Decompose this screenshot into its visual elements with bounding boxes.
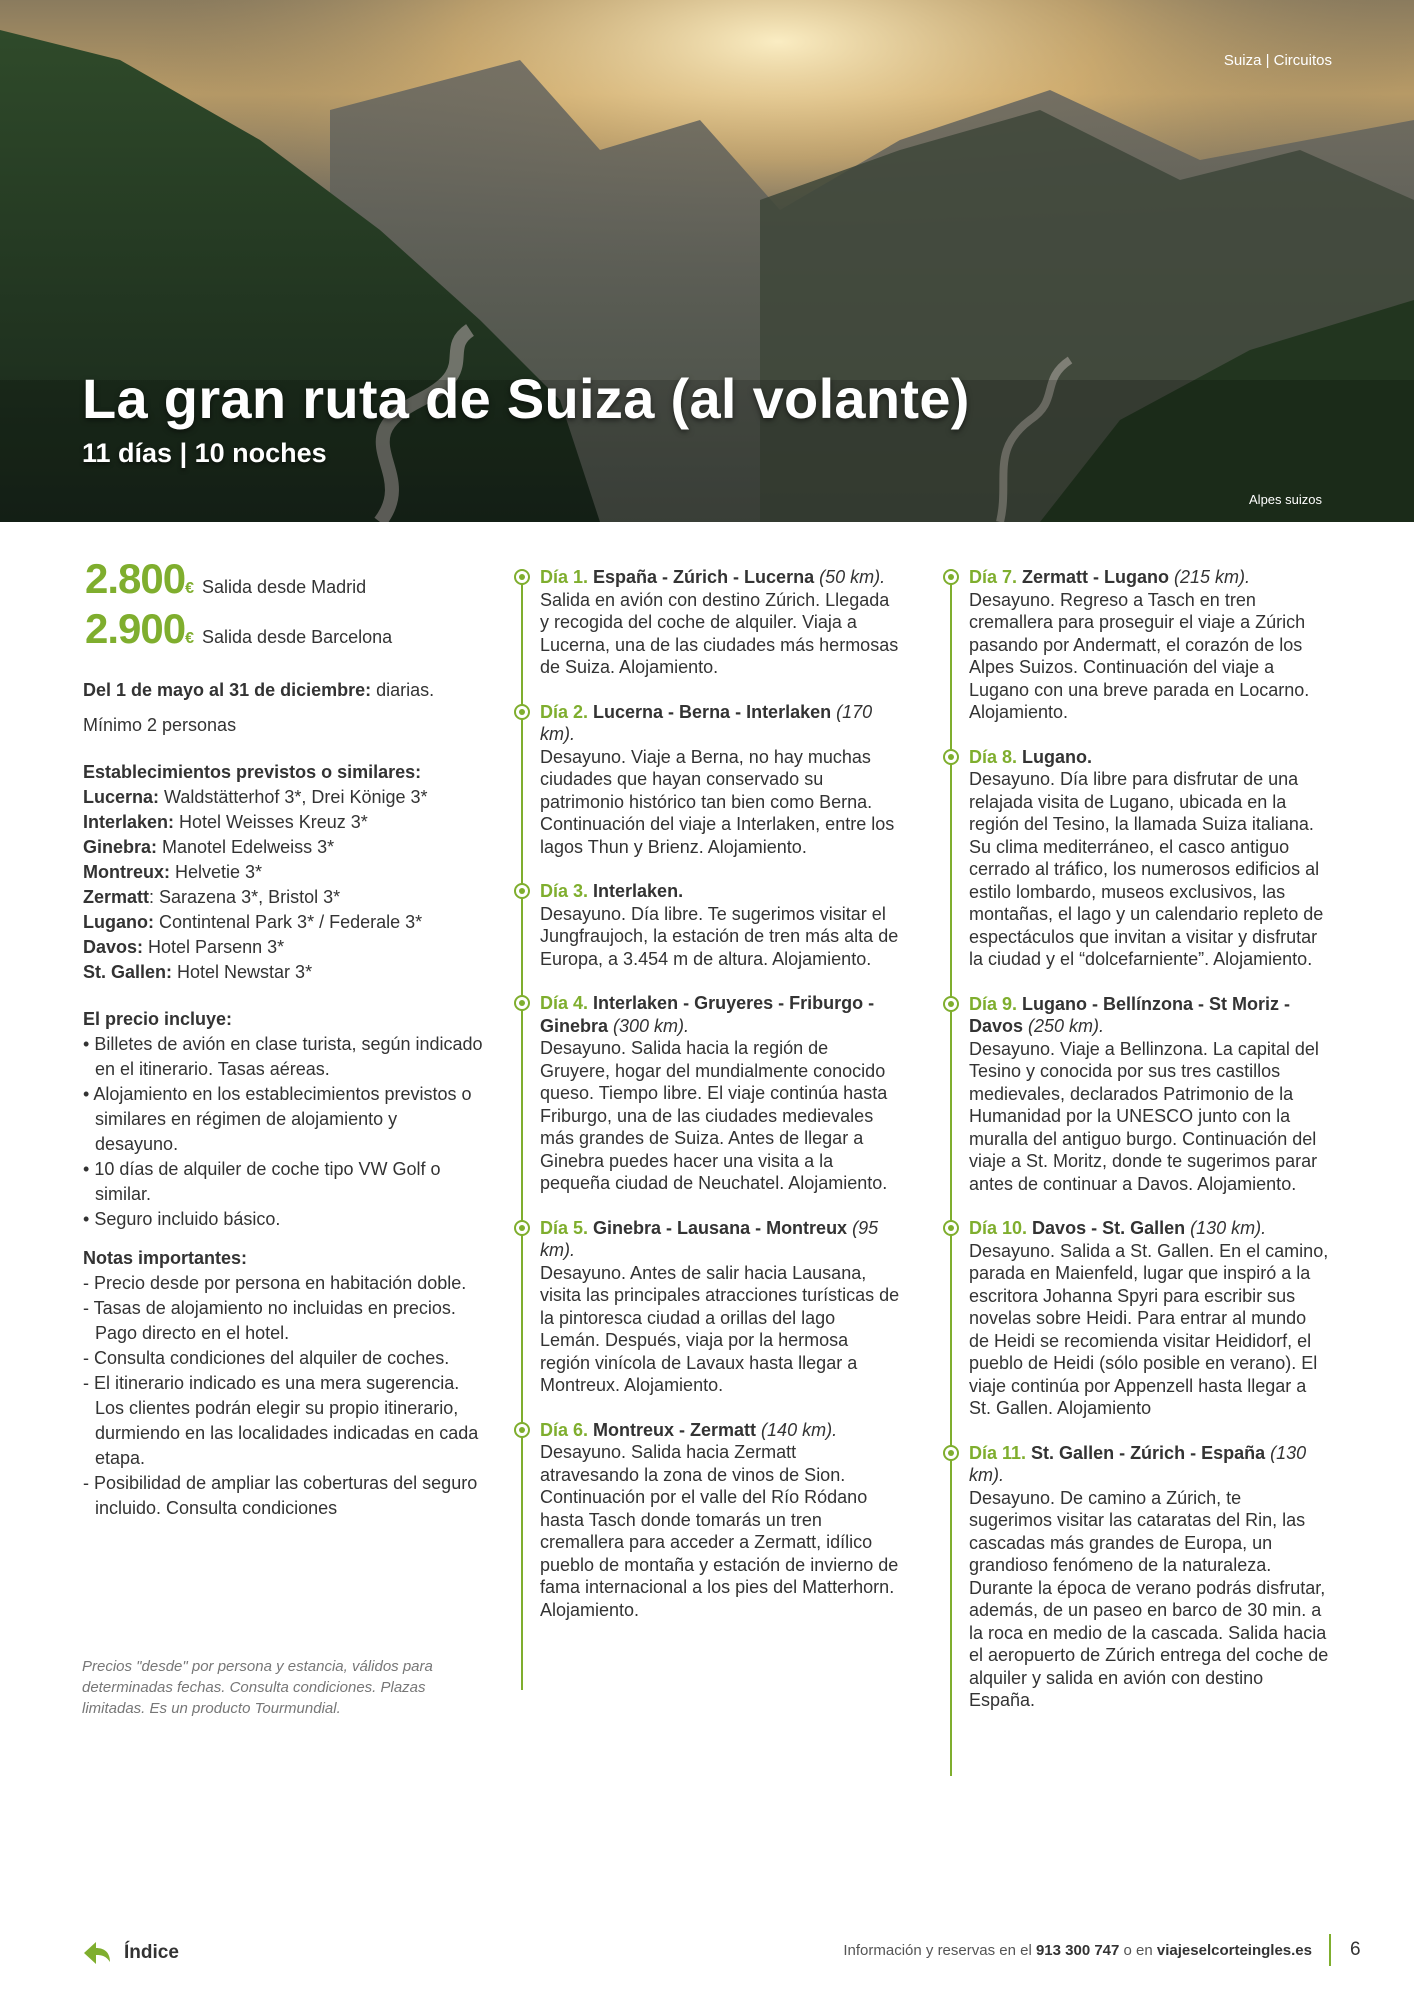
hotel-city: Ginebra: [83, 837, 158, 857]
timeline-dot-icon [943, 996, 959, 1012]
itinerary-day [969, 1442, 1329, 1712]
hotel-item [83, 910, 483, 935]
day-description: Desayuno. Salida hacia Zermatt atravesando la zona de vinos de Sion. Continuación por el valle del Río Ródano hasta Tasch donde tomarás un tren cremallera para acceder a Zermatt, idílico pueblo de montaña y estación de invierno de fama internacional a los pies del Matterhorn. Alojamiento. [540, 1442, 899, 1620]
hotel-name: Hotel Newstar 3* [172, 962, 313, 982]
list-item: • 10 días de alquiler de coche tipo VW Golf o similar. [83, 1157, 483, 1207]
itinerary-column-2 [969, 566, 1329, 1734]
trip-duration: 11 días | 10 noches [82, 438, 327, 468]
day-title: Davos - St. Gallen [1027, 1218, 1186, 1238]
back-arrow-icon [82, 1938, 112, 1968]
itinerary-day [540, 992, 900, 1195]
day-distance: (130 km). [969, 1442, 1307, 1485]
day-title: Lucerna - Berna - Interlaken [588, 701, 832, 722]
hotels-list [83, 785, 483, 985]
day-title: Montreux - Zermatt [588, 1419, 757, 1440]
hotel-name: Manotel Edelweiss 3* [157, 837, 335, 857]
includes-list [83, 1032, 483, 1232]
dates-frequency: diarias. [371, 680, 435, 700]
dates-range: Del 1 de mayo al 31 de diciembre: [83, 680, 372, 700]
day-title: St. Gallen - Zúrich - España [1026, 1442, 1266, 1463]
day-label: Día 5. [540, 1217, 589, 1238]
price-amount: 2.900 [85, 605, 186, 652]
hotel-name: Hotel Weisses Kreuz 3* [174, 812, 368, 832]
hotel-item [83, 810, 483, 835]
hotel-city: Zermatt [83, 887, 150, 907]
day-description: Desayuno. Salida hacia la región de Gruyere, hogar del mundialmente conocido queso. Tiempo libre. El viaje continúa hasta Friburgo, una de las ciudades medievales más grandes de Suiza. Antes de llegar a Ginebra puedes hacer una visita a la pequeña ciudad de Neuchatel. Alojamiento. [540, 1038, 888, 1193]
notes-list [83, 1271, 483, 1521]
list-item: • Alojamiento en los establecimientos previstos o similares en régimen de alojamiento y desayuno. [83, 1082, 483, 1157]
list-item: • Billetes de avión en clase turista, según indicado en el itinerario. Tasas aéreas. [83, 1032, 483, 1082]
minimum-people: Mínimo 2 personas [83, 715, 237, 735]
itinerary-column-1 [540, 566, 900, 1643]
list-item: - Consulta condiciones del alquiler de coches. [83, 1346, 483, 1371]
notes-title: Notas importantes: [83, 1248, 248, 1268]
hotel-name: Helvetie 3* [170, 862, 263, 882]
day-distance: (170 km). [540, 701, 873, 744]
price-disclaimer: Precios "desde" por persona y estancia, válidos para determinadas fechas. Consulta condiciones. Plazas limitadas. Es un producto Tourmundial. [82, 1658, 433, 1717]
day-distance: (300 km). [608, 1015, 690, 1036]
timeline-dot-icon [514, 1220, 530, 1236]
itinerary-day [540, 701, 900, 859]
hero-image [0, 0, 1414, 522]
day-title: Lugano. [1017, 746, 1093, 767]
hotel-item [83, 960, 483, 985]
index-link[interactable] [82, 1938, 179, 1968]
price-label: Salida desde Barcelona [202, 627, 393, 647]
day-description: Desayuno. De camino a Zúrich, te sugerimos visitar las cataratas del Rin, las cascadas más grandes de Europa, un grandioso fenómeno de la naturaleza. Durante la época de verano podrás disfrutar, además, de un paseo en barco de 30 min. a la roca en medio de la cascada. Salida hacia el aeropuerto de Zúrich entrega del coche de alquiler y salida en avión con destino España. [969, 1487, 1329, 1710]
hotel-item [83, 785, 483, 810]
hotel-city: Lugano: [83, 912, 154, 932]
list-item: - El itinerario indicado es una mera sugerencia. Los clientes podrán elegir su propio itinerario, durmiendo en las localidades indicadas en cada etapa. [83, 1371, 483, 1471]
day-distance: (50 km). [814, 567, 886, 587]
list-item: - Precio desde por persona en habitación doble. [83, 1271, 483, 1296]
day-distance: (95 km). [540, 1217, 879, 1260]
day-label: Día 1. [540, 567, 589, 587]
day-label: Día 10. [969, 1218, 1028, 1238]
page-number: 6 [1350, 1939, 1361, 1960]
day-distance: (215 km). [1169, 567, 1251, 587]
day-title: Lugano - Bellínzona - St Moriz - Davos [969, 993, 1291, 1036]
price-label: Salida desde Madrid [202, 577, 367, 597]
list-item: - Tasas de alojamiento no incluidas en precios. Pago directo en el hotel. [83, 1296, 483, 1346]
travel-dates [83, 678, 483, 703]
page-title: La gran ruta de Suiza (al volante) [82, 367, 970, 430]
day-label: Día 9. [969, 993, 1018, 1014]
timeline-dot-icon [943, 749, 959, 765]
hotel-city: Montreux: [83, 862, 170, 882]
day-label: Día 3. [540, 881, 589, 901]
day-title: Zermatt - Lugano [1017, 567, 1170, 587]
timeline-dot-icon [514, 704, 530, 720]
day-description: Desayuno. Día libre para disfrutar de una relajada visita de Lugano, ubicada en la región del Tesino, la llamada Suiza italiana. Su clima mediterráneo, el casco antiguo cerrado al tráfico, los numerosos edificios al estilo lombardo, museos exclusivos, las montañas, el lago y un calendario repleto de espectáculos que invitan a visitar y disfrutar la ciudad y el “dolcefarniente”. Alojamiento. [969, 769, 1324, 969]
hotel-item [83, 835, 483, 860]
itinerary-day [540, 1217, 900, 1397]
timeline-dot-icon [943, 1220, 959, 1236]
includes-title: El precio incluye: [83, 1009, 233, 1029]
day-description: Desayuno. Salida a St. Gallen. En el camino, parada en Maienfeld, lugar que inspiró a la escritora Johanna Spyri para escribir sus novelas sobre Heidi. Para entrar al mundo de Heidi se recomienda visitar Heididorf, el pueblo de Heidi (sólo posible en verano). El viaje continúa por Appenzell hasta llegar a St. Gallen. Alojamiento [969, 1240, 1329, 1418]
info-prefix: Información y reservas en el [843, 1942, 1036, 1959]
timeline-dot-icon [943, 569, 959, 585]
website-link[interactable]: viajeselcorteingles.es [1156, 1942, 1312, 1959]
day-description: Desayuno. Antes de salir hacia Lausana, visita las principales atracciones turísticas de la pintoresca ciudad a orillas del lago Lemán. Después, viaja por la hermosa región vinícola de Lavaux hasta llegar a Montreux. Alojamiento. [540, 1262, 900, 1395]
trip-info-column [83, 555, 483, 1521]
day-description: Salida en avión con destino Zúrich. Llegada y recogida del coche de alquiler. Viaja a Lucerna, una de las ciudades más hermosas de Suiza. Alojamiento. [540, 589, 899, 677]
timeline-dot-icon [514, 569, 530, 585]
hotel-city: Davos: [83, 937, 144, 957]
hotel-item [83, 935, 483, 960]
footer-divider [1329, 1934, 1331, 1966]
index-label: Índice [124, 1942, 179, 1963]
phone-number[interactable]: 913 300 747 [1035, 1942, 1120, 1959]
itinerary-day [540, 880, 900, 970]
day-title: Interlaken. [588, 881, 684, 901]
day-description: Desayuno. Viaje a Bellinzona. La capital del Tesino y conocida por sus tres castillos medievales, declarados Patrimonio de la Humanidad por la UNESCO junto con la muralla del antiguo burgo. Continuación del viaje a St. Moritz, donde te sugerimos parar antes de continuar a Davos. Alojamiento. [969, 1038, 1319, 1194]
itinerary-day [540, 566, 900, 679]
day-title: España - Zúrich - Lucerna [588, 567, 815, 587]
section-tag: Suiza | Circuitos [1223, 52, 1332, 69]
timeline-dot-icon [514, 883, 530, 899]
timeline-dot-icon [943, 1445, 959, 1461]
day-label: Día 7. [969, 567, 1018, 587]
day-distance: (140 km). [756, 1419, 838, 1440]
hotels-title: Establecimientos previstos o similares: [83, 762, 422, 782]
itinerary-day [969, 566, 1329, 724]
hotel-city: Interlaken: [83, 812, 175, 832]
hotel-name: Contintenal Park 3* / Federale 3* [153, 912, 423, 932]
price-amount: 2.800 [85, 555, 186, 602]
info-mid: o en [1119, 1942, 1157, 1959]
day-description: Desayuno. Viaje a Berna, no hay muchas ciudades que hayan conservado su patrimonio histórico tan bien como Berna. Continuación del viaje a Interlaken, entre los lagos Thun y Brienz. Alojamiento. [540, 746, 895, 857]
day-label: Día 8. [969, 746, 1018, 767]
itinerary-day [969, 993, 1329, 1196]
list-item: • Seguro incluido básico. [83, 1207, 483, 1232]
hotel-name: Hotel Parsenn 3* [143, 937, 285, 957]
timeline-dot-icon [514, 1422, 530, 1438]
list-item: - Posibilidad de ampliar las coberturas del seguro incluido. Consulta condiciones [83, 1471, 483, 1521]
hotel-item [83, 860, 483, 885]
price-barcelona [85, 605, 483, 666]
hotel-city: Lucerna: [83, 787, 160, 807]
booking-info [843, 1942, 1312, 1959]
itinerary-day [540, 1419, 900, 1622]
day-label: Día 2. [540, 701, 589, 722]
hotel-name: : Sarazena 3*, Bristol 3* [149, 887, 341, 907]
day-label: Día 6. [540, 1419, 589, 1440]
itinerary-day [969, 746, 1329, 971]
day-description: Desayuno. Regreso a Tasch en tren cremallera para proseguir el viaje a Zúrich pasando por Andermatt, el corazón de los Alpes Suizos. Continuación del viaje a Lugano con una breve parada en Locarno. Alojamiento. [969, 589, 1310, 722]
day-distance: (250 km). [1023, 1016, 1105, 1036]
day-description: Desayuno. Día libre. Te sugerimos visitar el Jungfraujoch, la estación de tren más alta de Europa, a 3.454 m de altura. Alojamiento. [540, 903, 899, 969]
day-label: Día 4. [540, 993, 589, 1013]
hotel-city: St. Gallen: [83, 962, 173, 982]
photo-caption: Alpes suizos [1249, 492, 1322, 507]
timeline-dot-icon [514, 995, 530, 1011]
day-distance: (130 km). [1185, 1218, 1267, 1238]
itinerary-day [969, 1217, 1329, 1420]
day-title: Interlaken - Gruyeres - Friburgo - Ginebra [540, 993, 875, 1036]
hotel-item [83, 885, 483, 910]
timeline-rail [521, 576, 523, 1690]
price-currency: € [185, 630, 195, 647]
day-label: Día 11. [969, 1442, 1027, 1463]
hotel-name: Waldstätterhof 3*, Drei Könige 3* [159, 787, 428, 807]
price-currency: € [185, 580, 195, 597]
day-title: Ginebra - Lausana - Montreux [588, 1217, 848, 1238]
